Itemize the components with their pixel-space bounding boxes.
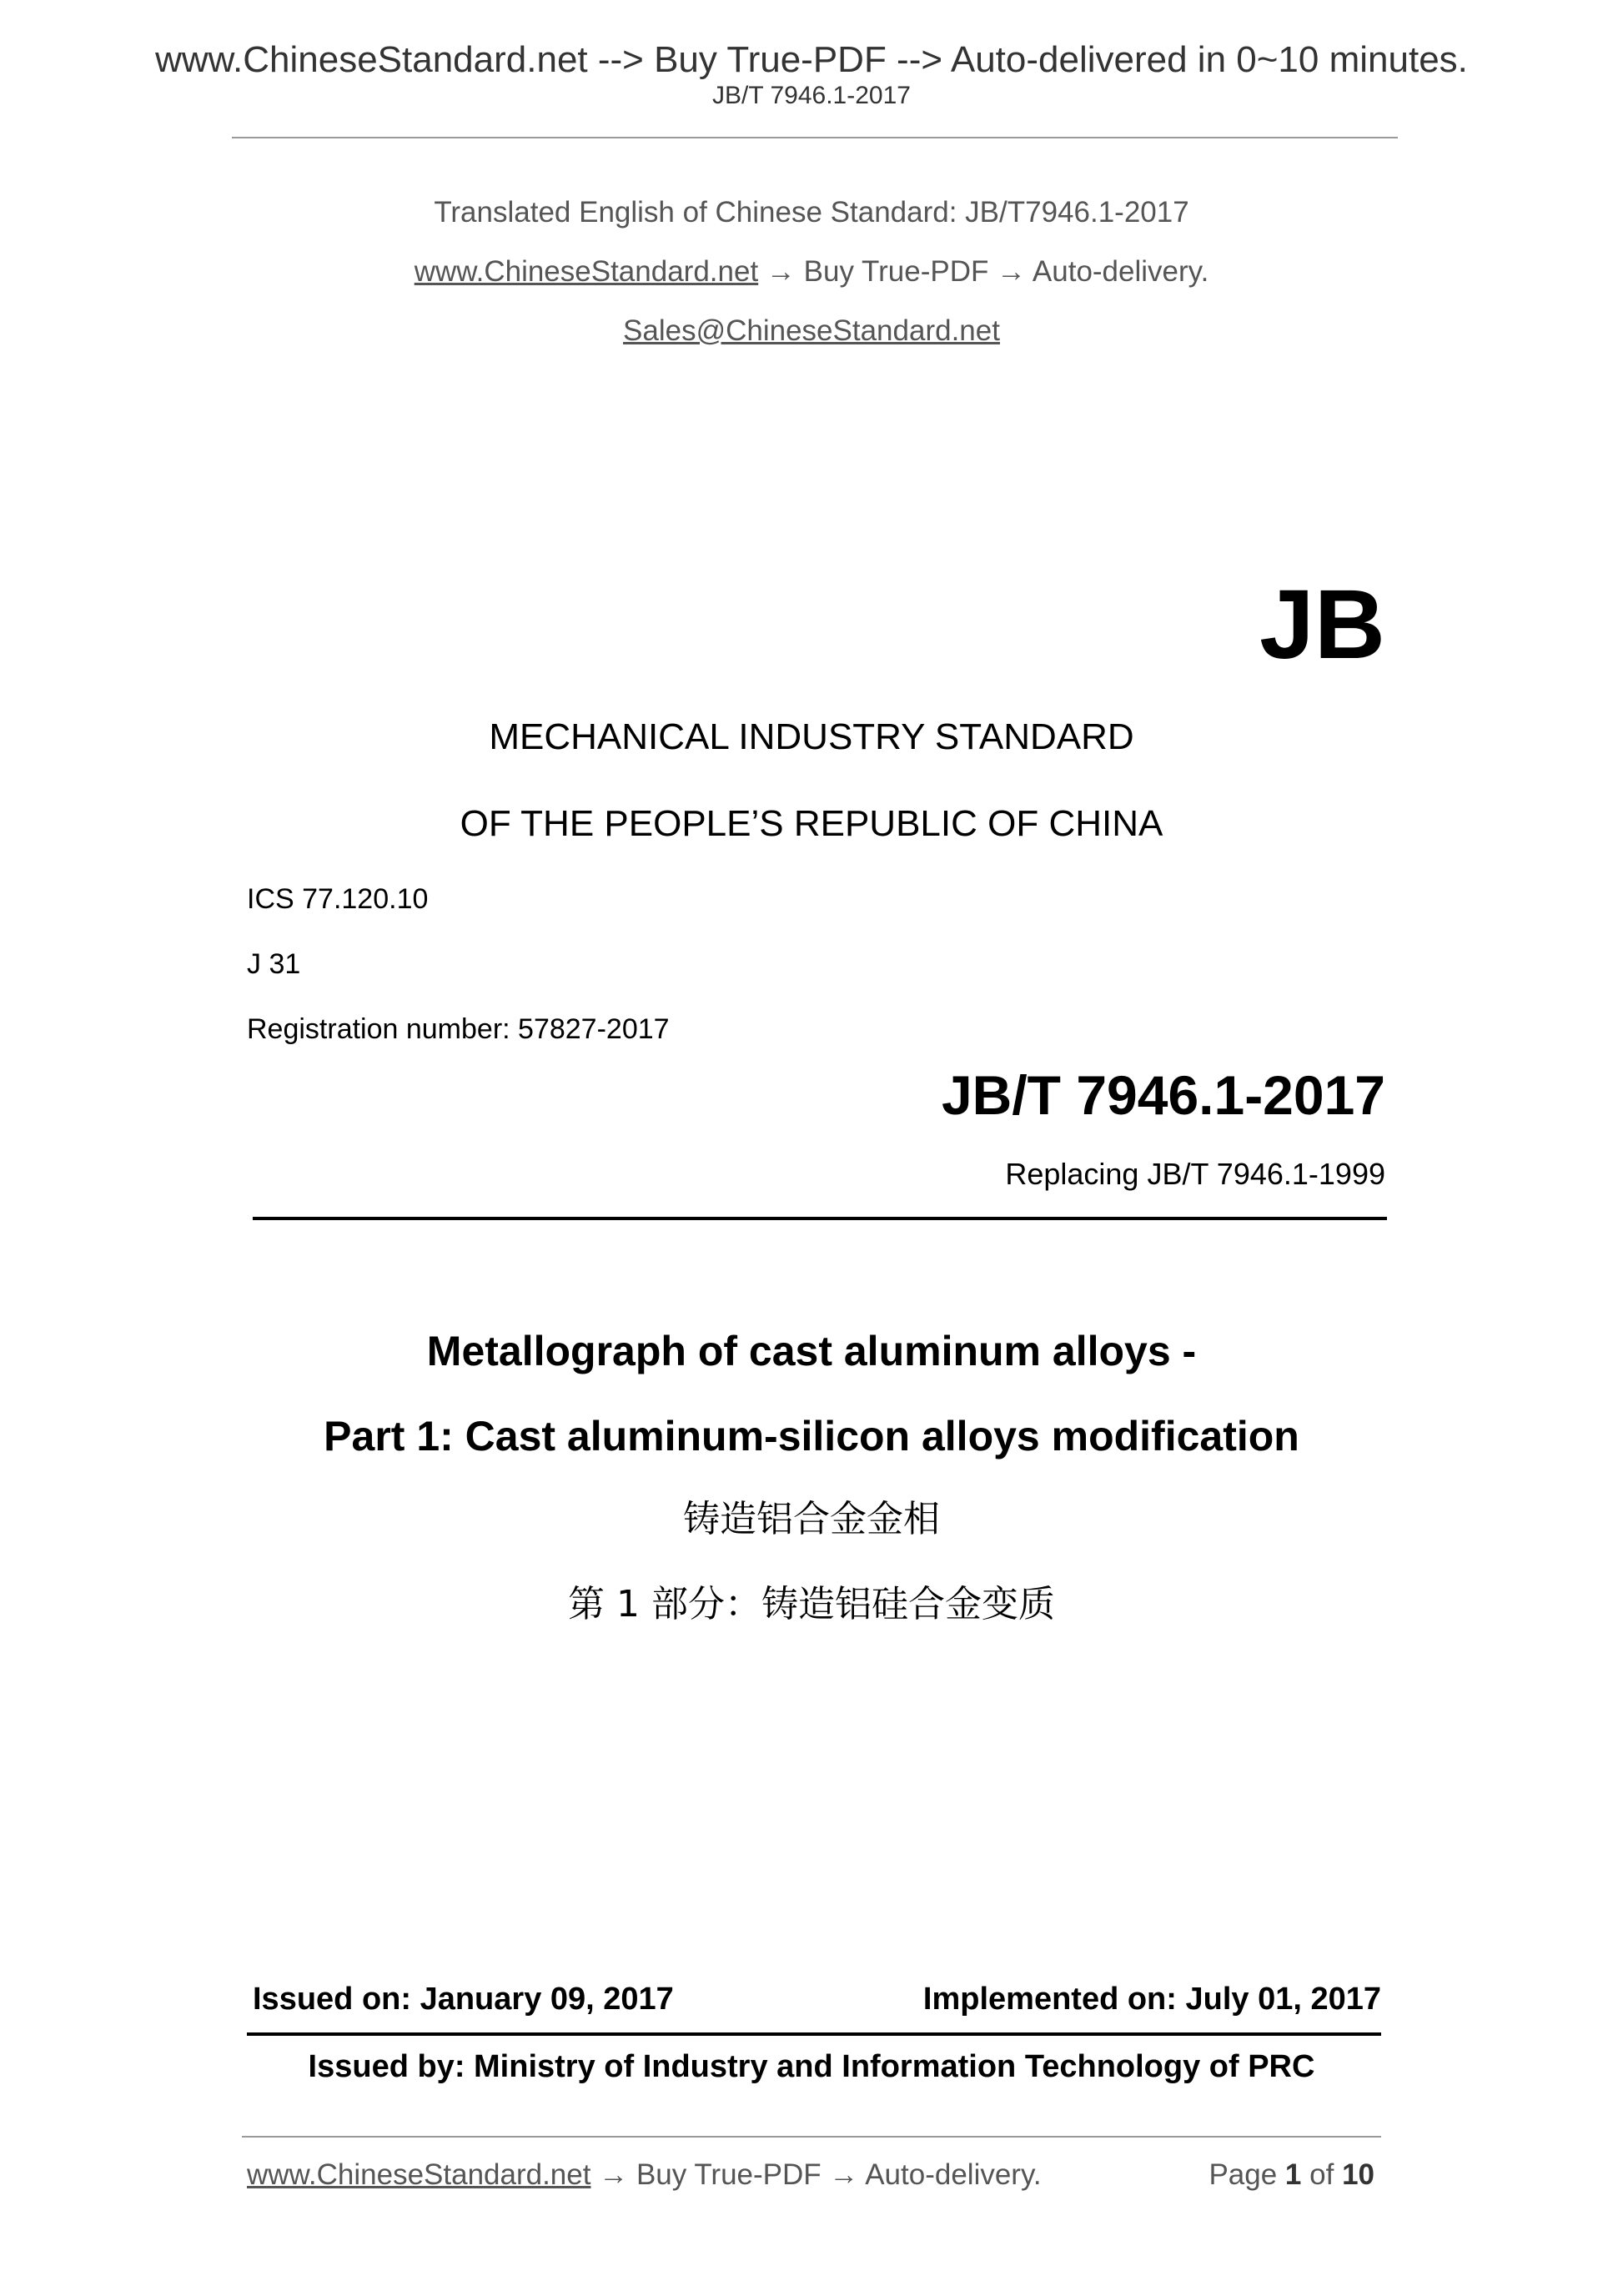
page-current: 1	[1284, 2158, 1302, 2191]
translation-note: Translated English of Chinese Standard: JB/T7946.1-2017	[434, 196, 1189, 229]
footer-promo	[247, 2160, 1042, 2189]
implemented-on: Implemented on: July 01, 2017	[922, 1982, 1381, 2017]
arrow-right-icon: →	[766, 255, 796, 288]
footer-divider	[242, 2136, 1381, 2138]
buy-text: Buy True-PDF	[803, 255, 989, 288]
org-line-2: OF THE PEOPLE’S REPUBLIC OF CHINA	[460, 803, 1163, 844]
title-zh-line-2: 第 1 部分：铸造铝硅合金变质	[568, 1583, 1055, 1625]
site-link[interactable]: www.ChineseStandard.net	[414, 255, 759, 288]
sales-email-link[interactable]: Sales@ChineseStandard.net	[623, 314, 1000, 347]
page-of: of	[1309, 2158, 1334, 2191]
org-line-1: MECHANICAL INDUSTRY STANDARD	[489, 716, 1134, 757]
page-label: Page	[1208, 2158, 1278, 2191]
promo-line	[0, 257, 1623, 286]
ics-code: ICS 77.120.10	[247, 883, 429, 915]
page-indicator	[1208, 2160, 1374, 2189]
footer-delivery-text: Auto-delivery.	[865, 2158, 1042, 2191]
standard-number: JB/T 7946.1-2017	[941, 1064, 1385, 1126]
header-divider	[232, 137, 1398, 138]
title-zh-line-1: 铸造铝合金金相	[683, 1498, 940, 1540]
registration-number: Registration number: 57827-2017	[247, 1013, 670, 1045]
ccs-code: J 31	[247, 948, 301, 980]
footer-buy-text: Buy True-PDF	[636, 2158, 822, 2191]
delivery-text: Auto-delivery.	[1032, 255, 1209, 288]
arrow-right-icon: →	[829, 2158, 859, 2191]
issue-divider	[247, 2032, 1381, 2036]
replacing-note: Replacing JB/T 7946.1-1999	[1005, 1157, 1385, 1191]
title-en-line-2: Part 1: Cast aluminum-silicon alloys modification	[324, 1413, 1299, 1459]
footer-site-link[interactable]: www.ChineseStandard.net	[247, 2158, 591, 2191]
email-line	[0, 316, 1623, 345]
arrow-right-icon: →	[997, 255, 1027, 288]
issued-on: Issued on: January 09, 2017	[253, 1982, 674, 2017]
title-divider	[253, 1217, 1387, 1220]
page-total: 10	[1342, 2158, 1374, 2191]
arrow-right-icon: →	[599, 2158, 629, 2191]
category-mark: JB	[1259, 570, 1385, 680]
top-banner: www.ChineseStandard.net --> Buy True-PDF --> Auto-delivered in 0~10 minutes.	[155, 39, 1468, 80]
title-en-line-1: Metallograph of cast aluminum alloys -	[426, 1328, 1197, 1374]
issued-by: Issued by: Ministry of Industry and Information Technology of PRC	[308, 2049, 1315, 2084]
header-doc-code: JB/T 7946.1-2017	[712, 82, 911, 109]
